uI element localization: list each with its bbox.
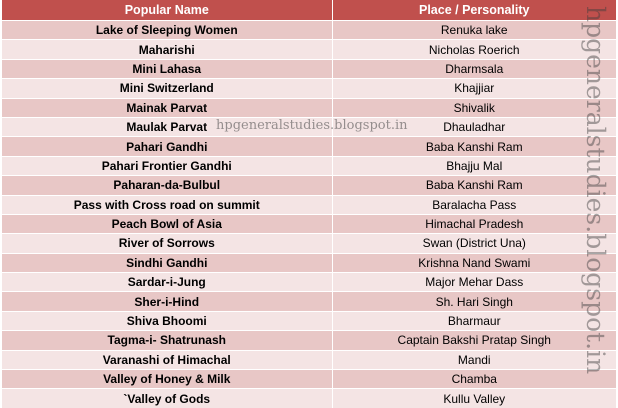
- table-row: [2, 156, 616, 175]
- place-cell: Shivalik: [332, 98, 616, 117]
- table-row: [2, 79, 616, 98]
- place-cell: Major Mehar Dass: [332, 273, 616, 292]
- popular-names-table-container: [2, 0, 616, 408]
- table-row: [2, 117, 616, 136]
- inline-watermark-text: hpgeneralstudies.blogspot.in: [216, 118, 408, 133]
- side-watermark-text: hpgeneralstudies.blogspot.in: [581, 6, 610, 375]
- place-cell: Krishna Nand Swami: [332, 253, 616, 272]
- header-place-personality: Place / Personality: [332, 0, 616, 21]
- table-row: [2, 234, 616, 253]
- place-cell: Swan (District Una): [332, 234, 616, 253]
- table-row: [2, 21, 616, 40]
- popular-name-cell: Sardar-i-Jung: [2, 273, 332, 292]
- table-row: [2, 59, 616, 78]
- popular-name-cell: Shiva Bhoomi: [2, 311, 332, 330]
- popular-name-cell: River of Sorrows: [2, 234, 332, 253]
- place-cell: Bhajju Mal: [332, 156, 616, 175]
- place-cell: Nicholas Roerich: [332, 40, 616, 59]
- place-cell: Himachal Pradesh: [332, 214, 616, 233]
- popular-name-cell: Sher-i-Hind: [2, 292, 332, 311]
- table-row: [2, 195, 616, 214]
- table-row: [2, 253, 616, 272]
- popular-name-cell: Valley of Honey & Milk: [2, 370, 332, 389]
- popular-name-cell: Lake of Sleeping Women: [2, 21, 332, 40]
- popular-name-cell: Maharishi: [2, 40, 332, 59]
- table-body: [2, 21, 616, 408]
- popular-name-cell: Peach Bowl of Asia: [2, 214, 332, 233]
- popular-name-cell: Sindhi Gandhi: [2, 253, 332, 272]
- table-row: [2, 273, 616, 292]
- place-cell: Bharmaur: [332, 311, 616, 330]
- place-cell: Sh. Hari Singh: [332, 292, 616, 311]
- popular-name-cell: Pahari Frontier Gandhi: [2, 156, 332, 175]
- place-cell: Dharmsala: [332, 59, 616, 78]
- popular-name-cell: Mini Lahasa: [2, 59, 332, 78]
- place-cell: Khajjiar: [332, 79, 616, 98]
- popular-name-cell: Mini Switzerland: [2, 79, 332, 98]
- table-row: [2, 350, 616, 369]
- table-row: [2, 292, 616, 311]
- table-row: [2, 311, 616, 330]
- place-cell: Dhauladhar: [332, 117, 616, 136]
- table-row: [2, 137, 616, 156]
- place-cell: Chamba: [332, 370, 616, 389]
- place-cell: Kullu Valley: [332, 389, 616, 408]
- popular-name-cell: Varanashi of Himachal: [2, 350, 332, 369]
- table-row: [2, 176, 616, 195]
- place-cell: Captain Bakshi Pratap Singh: [332, 331, 616, 350]
- table-row: [2, 389, 616, 408]
- popular-name-cell: Mainak Parvat: [2, 98, 332, 117]
- popular-name-cell: `Valley of Gods: [2, 389, 332, 408]
- table-row: [2, 331, 616, 350]
- table-row: [2, 370, 616, 389]
- place-cell: Mandi: [332, 350, 616, 369]
- popular-name-cell: Maulak Parvat: [2, 117, 332, 136]
- place-cell: Baba Kanshi Ram: [332, 137, 616, 156]
- place-cell: Baba Kanshi Ram: [332, 176, 616, 195]
- place-cell: Renuka lake: [332, 21, 616, 40]
- place-cell: Baralacha Pass: [332, 195, 616, 214]
- table-row: [2, 214, 616, 233]
- popular-name-cell: Pass with Cross road on summit: [2, 195, 332, 214]
- popular-names-table: [2, 0, 616, 408]
- table-header-row: [2, 0, 616, 21]
- popular-name-cell: Paharan-da-Bulbul: [2, 176, 332, 195]
- popular-name-cell: Pahari Gandhi: [2, 137, 332, 156]
- table-row: [2, 98, 616, 117]
- header-popular-name: Popular Name: [2, 0, 332, 21]
- popular-name-cell: Tagma-i- Shatrunash: [2, 331, 332, 350]
- table-row: [2, 40, 616, 59]
